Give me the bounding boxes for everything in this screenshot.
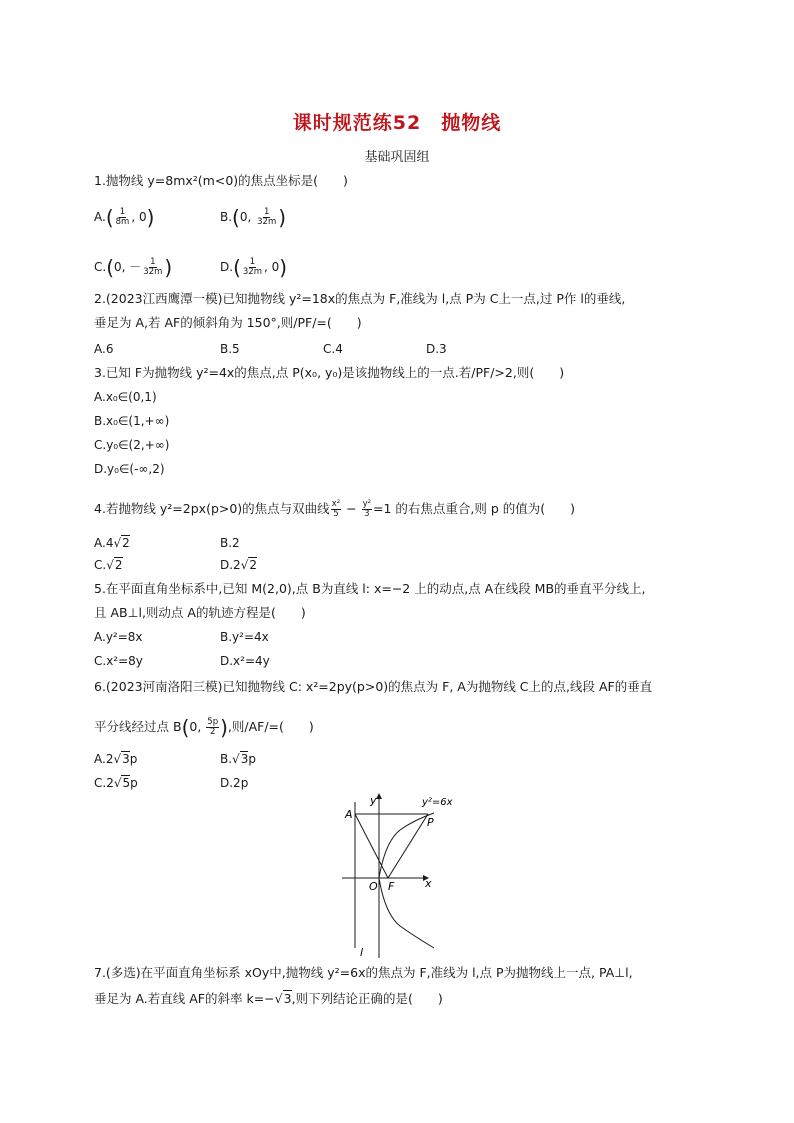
q2-option-a: A.6 [94, 342, 114, 356]
q1-option-b: B.(0, $\frac{1}{32m}$ ) [220, 205, 287, 230]
q1-option-a: A.( $\frac{1}{8m}$ , 0) [94, 205, 155, 230]
q4-option-a: A.4√2 [94, 536, 130, 550]
page-title: 课时规范练52 抛物线 [292, 112, 502, 134]
q5-option-b: B.y²=4x [220, 630, 269, 644]
q5-option-a: A.y²=8x [94, 630, 143, 644]
section-subtitle: 基础巩固组 [364, 150, 430, 165]
q7-line2: 垂足为 A.若直线 AF的斜率 k=−√3,则下列结论正确的是( ) [94, 991, 443, 1006]
q5-line2: 且 AB⊥l,则动点 A的轨迹方程是( ) [94, 605, 306, 620]
q1-option-c: C.(0, － $\frac{1}{32m}$ ) [94, 255, 173, 280]
q1-stem: 1.抛物线 y=8mx²(m<0)的焦点坐标是( ) [94, 173, 348, 188]
label-l: l [360, 946, 364, 959]
q3-stem: 3.已知 F为抛物线 y²=4x的焦点,点 P(x₀, y₀)是该抛物线上的一点.若/PF/>2,则( ) [94, 365, 565, 380]
q4-option-b: B.2 [220, 536, 240, 550]
q2-option-c: C.4 [323, 342, 343, 356]
q5-line1: 5.在平面直角坐标系中,已知 M(2,0),点 B为直线 l: x=−2 上的动点,点 A在线段 MB的垂直平分线上, [94, 581, 646, 596]
q2-option-d: D.3 [426, 342, 447, 356]
q5-option-c: C.x²=8y [94, 654, 143, 668]
q6-option-c: C.2√5p [94, 776, 138, 790]
q2-line2: 垂足为 A,若 AF的倾斜角为 150°,则/PF/=( ) [94, 315, 362, 330]
q6-line1: 6.(2023河南洛阳三模)已知抛物线 C: x²=2py(p>0)的焦点为 F, A为抛物线 C上的点,线段 AF的垂直 [94, 679, 653, 694]
q7-line1: 7.(多选)在平面直角坐标系 xOy中,抛物线 y²=6x的焦点为 F,准线为 l,点 P为抛物线上一点, PA⊥l, [94, 965, 633, 980]
label-F: F [388, 880, 395, 893]
segment-AF [355, 814, 388, 878]
q5-option-d: D.x²=4y [220, 654, 270, 668]
q6-option-d: D.2p [220, 776, 249, 790]
label-y: y [370, 794, 377, 807]
q6-option-a: A.2√3p [94, 752, 138, 766]
q3-option-d: D.y₀∈(-∞,2) [94, 462, 165, 476]
parabola-figure [330, 790, 460, 960]
label-O: O [369, 880, 378, 893]
q4-option-d: D.2√2 [220, 558, 257, 572]
q4-option-c: C.√2 [94, 558, 123, 572]
q6-option-b: B.√3p [220, 752, 256, 766]
label-A: A [345, 808, 353, 821]
label-P: P [427, 816, 434, 829]
q3-option-c: C.y₀∈(2,+∞) [94, 438, 170, 452]
q1-option-d: D.( $\frac{1}{32m}$ , 0) [220, 255, 288, 280]
q3-option-a: A.x₀∈(0,1) [94, 390, 157, 404]
q4-stem: 4.若抛物线 y²=2px(p>0)的焦点与双曲线 $\frac{\text{x²}}{5}$ − $\frac{\text{y²}}{3}$ =1 的右焦点重合,则 p 的值为( ) [94, 499, 576, 519]
label-x: x [425, 877, 432, 890]
label-curve: y²=6x [422, 797, 453, 808]
segment-PF [388, 814, 428, 878]
q3-option-b: B.x₀∈(1,+∞) [94, 414, 170, 428]
q6-line2: 平分线经过点 B(0, $\frac{5p}{2}$ ),则/AF/=( ) [94, 715, 314, 740]
q2-option-b: B.5 [220, 342, 240, 356]
q2-line1: 2.(2023江西鹰潭一模)已知抛物线 y²=18x的焦点为 F,准线为 l,点 P为 C上一点,过 P作 l的垂线, [94, 291, 626, 306]
